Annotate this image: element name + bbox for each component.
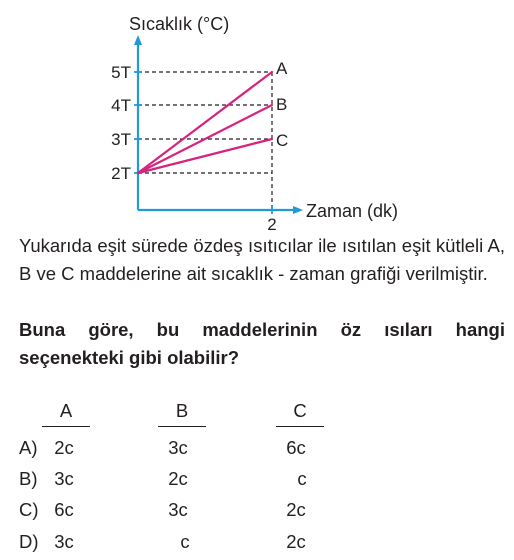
question-prompt: Buna göre, bu maddelerinin öz ısıları hangi seçenekteki gibi olabilir? xyxy=(19,319,505,368)
temperature-time-graph xyxy=(0,0,514,232)
answer-option-a[interactable] xyxy=(0,434,514,461)
answer-option-d[interactable] xyxy=(0,528,514,555)
option-letter: C) xyxy=(19,499,39,520)
option-value-b: 2c xyxy=(168,468,188,489)
x-axis-title: Zaman (dk) xyxy=(306,201,399,221)
column-header-a: A xyxy=(59,400,73,421)
option-value-a: 3c xyxy=(54,531,74,552)
option-letter: B) xyxy=(19,468,38,489)
column-header-b: B xyxy=(175,400,189,421)
column-header-c: C xyxy=(293,400,307,421)
guide-lines xyxy=(138,72,272,210)
option-value-a: 6c xyxy=(54,499,74,520)
option-value-c: c xyxy=(297,468,307,489)
answer-option-c[interactable] xyxy=(0,496,514,523)
y-tick-label-4t: 4T xyxy=(111,96,131,115)
column-rule-b xyxy=(158,426,206,427)
option-letter: A) xyxy=(19,437,38,458)
option-value-b: 3c xyxy=(168,499,188,520)
option-value-b: 3c xyxy=(168,437,188,458)
option-value-a: 2c xyxy=(54,437,74,458)
line-label-b: B xyxy=(276,95,288,114)
line-a xyxy=(138,72,272,173)
line-c xyxy=(138,139,272,173)
y-axis-title: Sıcaklık (°C) xyxy=(129,14,230,34)
y-tick-label-2t: 2T xyxy=(111,164,131,183)
option-letter: D) xyxy=(19,531,39,552)
option-value-c: 2c xyxy=(286,499,306,520)
line-label-a: A xyxy=(276,59,288,78)
answer-option-b[interactable] xyxy=(0,465,514,492)
option-value-c: 6c xyxy=(286,437,306,458)
y-tick-label-5t: 5T xyxy=(111,63,131,82)
option-value-c: 2c xyxy=(286,531,306,552)
option-value-a: 3c xyxy=(54,468,74,489)
question-description: Yukarıda eşit sürede özdeş ısıtıcılar ile ısıtılan eşit kütleli A, B ve C maddelerine ait sıcaklık - zaman grafiği verilmiştir. xyxy=(19,235,505,284)
line-label-c: C xyxy=(276,131,289,150)
x-tick-label-2: 2 xyxy=(267,215,277,232)
option-value-b: c xyxy=(180,531,190,552)
column-rule-a xyxy=(42,426,90,427)
column-rule-c xyxy=(276,426,324,427)
y-tick-label-3t: 3T xyxy=(111,130,131,149)
data-lines xyxy=(138,72,272,173)
